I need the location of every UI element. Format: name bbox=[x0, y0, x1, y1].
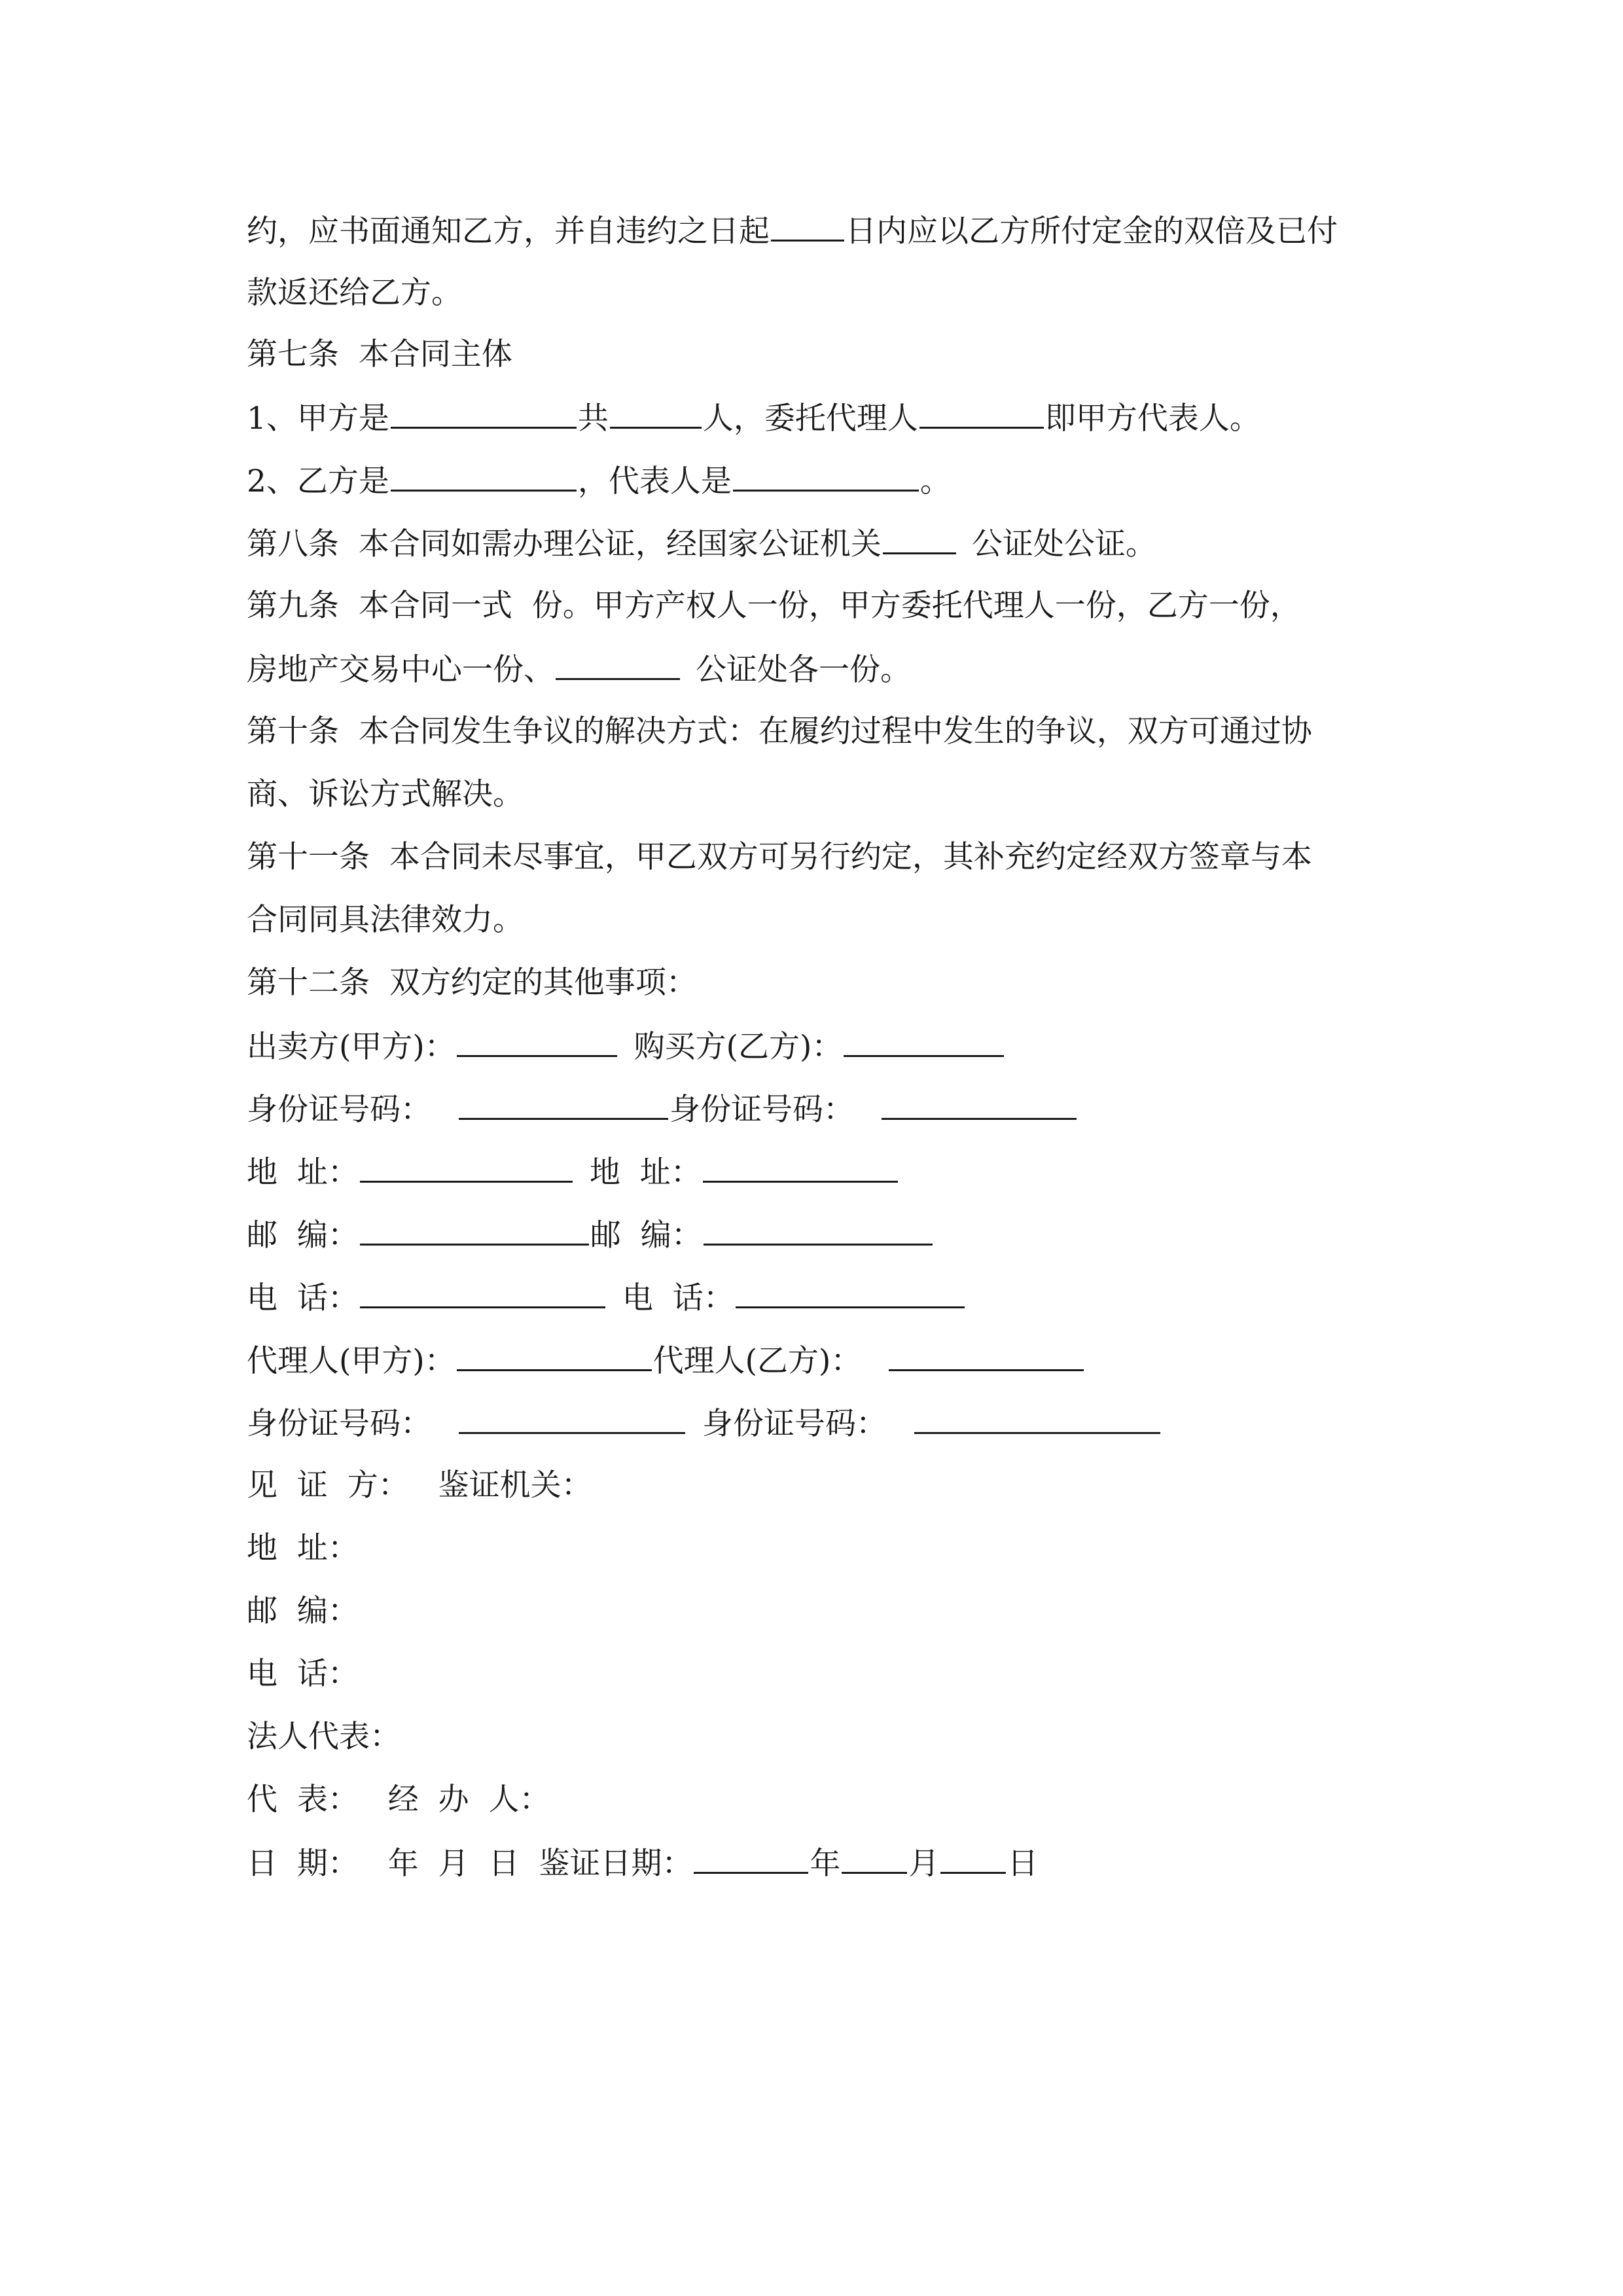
signature-address bbox=[247, 1152, 899, 1191]
signature-agent-id bbox=[247, 1403, 1162, 1443]
year-label: 年 bbox=[810, 1846, 841, 1882]
signature-zip bbox=[247, 1215, 934, 1254]
seller-phone-blank[interactable] bbox=[360, 1278, 605, 1308]
seller-address-label: 地 址： bbox=[247, 1155, 359, 1191]
seller-blank[interactable] bbox=[457, 1026, 617, 1057]
agent-a-blank[interactable] bbox=[457, 1340, 652, 1371]
month-blank[interactable] bbox=[842, 1843, 907, 1874]
seller-address-blank[interactable] bbox=[360, 1152, 573, 1183]
buyer-phone-label: 电 话： bbox=[622, 1280, 734, 1316]
party-a-count-blank[interactable] bbox=[610, 398, 702, 429]
text: 公证处各一份。 bbox=[696, 652, 911, 688]
agent-b-id-label: 身份证号码： bbox=[702, 1406, 887, 1442]
clause10-line1: 第十条 本合同发生争议的解决方式：在履约过程中发生的争议，双方可通过协 bbox=[247, 713, 1312, 749]
clause9-line2 bbox=[247, 649, 911, 689]
buyer-blank[interactable] bbox=[844, 1026, 1004, 1057]
seller-label: 出卖方(甲方)： bbox=[247, 1029, 455, 1065]
seller-zip-blank[interactable] bbox=[360, 1215, 589, 1246]
representative-line: 代 表： 经 办 人： bbox=[247, 1782, 550, 1818]
seller-id-label: 身份证号码： bbox=[247, 1092, 431, 1128]
buyer-id-blank[interactable] bbox=[882, 1089, 1077, 1120]
clause6-line2 bbox=[247, 274, 462, 313]
party-b-rep-blank[interactable] bbox=[733, 461, 919, 492]
text: 即甲方代表人。 bbox=[1044, 401, 1260, 437]
clause7-title: 第七条 本合同主体 bbox=[247, 336, 512, 372]
buyer-address-blank[interactable] bbox=[703, 1152, 898, 1183]
clause7-item2 bbox=[247, 461, 951, 500]
clause10-line2: 商、诉讼方式解决。 bbox=[247, 776, 524, 812]
days-blank[interactable] bbox=[771, 211, 844, 242]
notary-blank[interactable] bbox=[883, 524, 956, 554]
signature-phone bbox=[247, 1278, 966, 1317]
party-a-name-blank[interactable] bbox=[391, 398, 577, 429]
copies-blank[interactable] bbox=[556, 649, 680, 680]
text: 房地产交易中心一份、 bbox=[247, 652, 554, 688]
year-blank[interactable] bbox=[694, 1843, 808, 1874]
clause9-line1: 第九条 本合同一式 份。甲方产权人一份，甲方委托代理人一份，乙方一份， bbox=[247, 588, 1301, 624]
clause8 bbox=[247, 524, 1156, 563]
buyer-id-label: 身份证号码： bbox=[669, 1092, 854, 1128]
clause6-line1 bbox=[247, 211, 1338, 250]
agent-name-blank[interactable] bbox=[919, 398, 1044, 429]
text: 2、乙方是 bbox=[247, 463, 389, 499]
agent-b-id-blank[interactable] bbox=[914, 1403, 1160, 1434]
text: 公证处公证。 bbox=[971, 526, 1156, 562]
seller-id-blank[interactable] bbox=[459, 1089, 668, 1120]
witness-phone: 电 话： bbox=[247, 1656, 359, 1692]
party-b-name-blank[interactable] bbox=[391, 461, 577, 492]
month-label: 月 bbox=[908, 1846, 940, 1882]
signature-agents bbox=[247, 1340, 1085, 1380]
text: ，代表人是 bbox=[577, 463, 732, 499]
clause11-line2: 合同同具法律效力。 bbox=[247, 902, 524, 938]
seller-phone-label: 电 话： bbox=[247, 1280, 359, 1316]
buyer-label: 购买方(乙方)： bbox=[633, 1029, 843, 1065]
seller-zip-label: 邮 编： bbox=[247, 1217, 359, 1253]
buyer-zip-label: 邮 编： bbox=[590, 1217, 702, 1253]
buyer-zip-blank[interactable] bbox=[704, 1215, 933, 1246]
text: 。 bbox=[919, 463, 951, 499]
agent-a-id-label: 身份证号码： bbox=[247, 1406, 431, 1442]
text: 款返还给乙方。 bbox=[247, 275, 462, 311]
legal-representative: 法人代表： bbox=[247, 1719, 401, 1755]
signature-id bbox=[247, 1089, 1078, 1128]
buyer-address-label: 地 址： bbox=[589, 1155, 702, 1191]
witness-address: 地 址： bbox=[247, 1530, 359, 1566]
agent-b-label: 代理人(乙方)： bbox=[652, 1343, 862, 1379]
agent-a-label: 代理人(甲方)： bbox=[247, 1343, 455, 1379]
day-blank[interactable] bbox=[940, 1843, 1006, 1874]
date-line bbox=[247, 1843, 1038, 1882]
text: 共 bbox=[577, 401, 609, 437]
text: 1、甲方是 bbox=[247, 401, 389, 437]
text: 人，委托代理人 bbox=[702, 401, 918, 437]
clause11-line1: 第十一条 本合同未尽事宜，甲乙双方可另行约定，其补充约定经双方签章与本 bbox=[247, 839, 1312, 875]
clause12-title: 第十二条 双方约定的其他事项： bbox=[247, 965, 697, 1001]
day-label: 日 bbox=[1007, 1846, 1039, 1882]
witness-line: 见 证 方： 鉴证机关： bbox=[247, 1467, 592, 1503]
signature-parties bbox=[247, 1026, 1005, 1066]
text: 约，应书面通知乙方，并自违约之日起 bbox=[247, 213, 770, 249]
text: 第八条 本合同如需办理公证，经国家公证机关 bbox=[247, 526, 882, 562]
agent-b-blank[interactable] bbox=[889, 1340, 1084, 1371]
witness-zip: 邮 编： bbox=[247, 1593, 359, 1629]
date-label: 日 期： 年 月 日 鉴证日期： bbox=[247, 1846, 693, 1882]
clause7-item1 bbox=[247, 398, 1260, 437]
text: 日内应以乙方所付定金的双倍及已付 bbox=[846, 213, 1338, 249]
agent-a-id-blank[interactable] bbox=[459, 1403, 685, 1434]
buyer-phone-blank[interactable] bbox=[736, 1278, 965, 1308]
